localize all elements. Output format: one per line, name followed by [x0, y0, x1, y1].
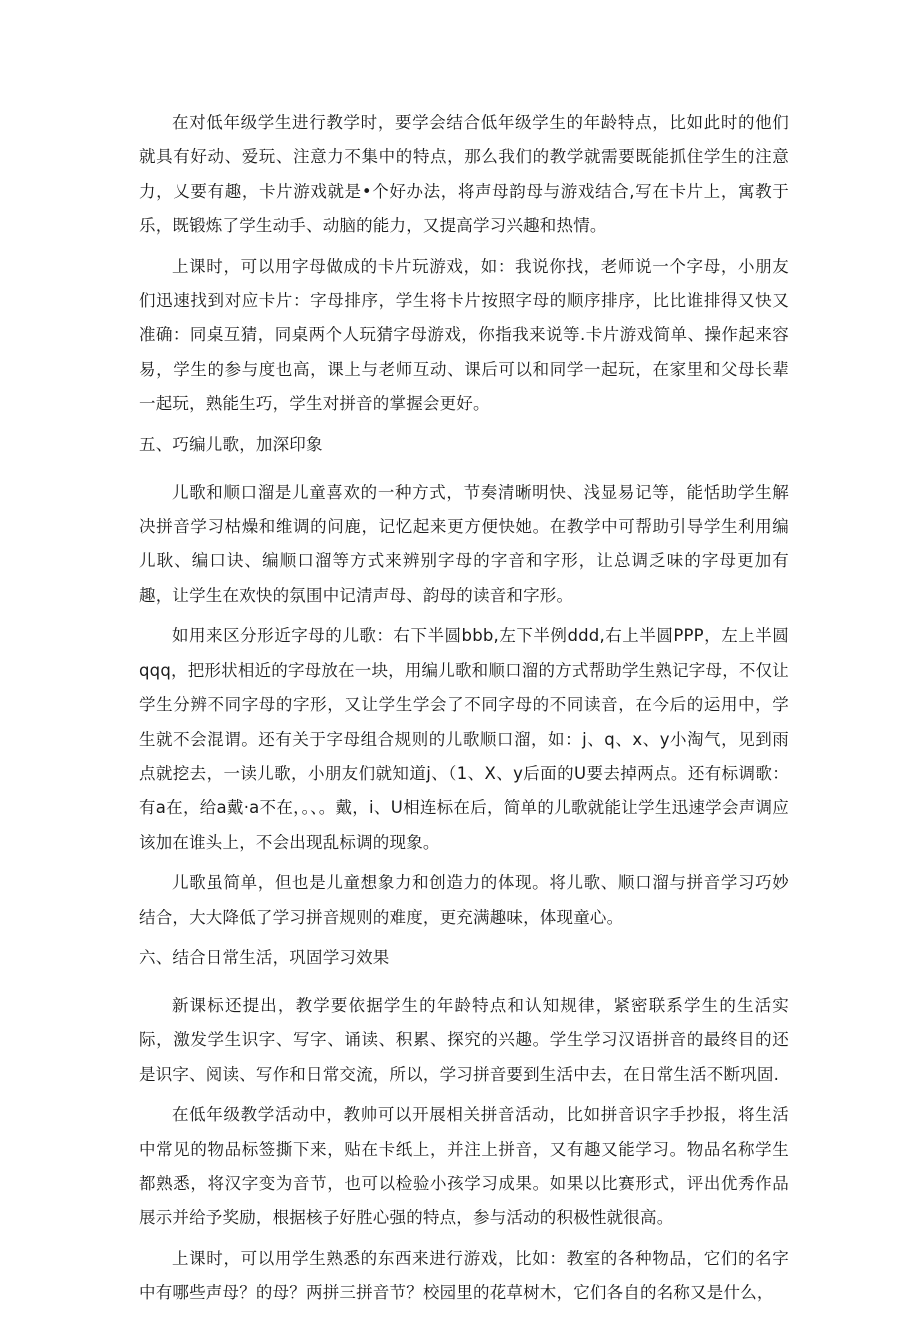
paragraph-rhyme-examples: 如用来区分形近字母的儿歌：右下半圆bbb,左下半例ddd,右上半圆PPP，左上半圆qqq，把形状相近的字母放在一块，用编儿歌和顺口溜的方式帮助学生熟记字母，不仅让学生分辨不同字母的字形，又让学生学会了不同字母的不同读音，在今后的运用中，学生就不会混谓。还有关于字母组合规则的儿歌顺口溜，如：j、q、x、y小淘气，见到雨点就挖去，一读儿歌，小朋友们就知道j、（1、X、y后面的U要去掉两点。还有标调歌：有a在，给a戴·a不在，。、。戴，i、U相连标在后，简单的儿歌就能让学生迅速学会声调应该加在谁头上，不会出现乱标调的现象。 [139, 626, 789, 852]
section-heading-6: 六、结合日常生活，巩固学习效果 [139, 947, 390, 967]
paragraph-rhyme-summary: 儿歌虽简单，但也是儿童想象力和创造力的体现。将儿歌、顺口溜与拼音学习巧妙结合，大大降低了学习拼音规则的难度，更充满趣味，体现童心。 [139, 873, 789, 927]
section-heading-5: 五、巧编儿歌，加深印象 [139, 434, 323, 454]
paragraph-classroom-games: 上课时，可以用学生熟悉的东西来进行游戏，比如：教室的各种物品，它们的名字中有哪些声母？的母？两拼三拼音节？校园里的花草树木，它们各自的名称又是什么， [139, 1248, 789, 1303]
paragraph-activities: 在低年级教学活动中，教帅可以开展相关拼音活动，比如拼音识字手抄报，将生活中常见的物品标签撕下来，贴在卡纸上，并注上拼音，又有趣又能学习。物品名称学生都熟悉，将汉字变为音节，也可以检验小孩学习成果。如果以比赛形式，评出优秀作品展示并给予奖励，根据核子好胜心强的特点，参与活动的积极性就很高。 [139, 1105, 789, 1228]
paragraph-nursery-rhymes: 儿歌和顺口溜是儿童喜欢的一种方式，节奏清晰明快、浅显易记等，能恬助学生解决拼音学习枯燥和维调的问鹿，记忆起来更方便快她。在教学中可帮助引导学生利用编儿耿、编口诀、编顺口溜等方式来辨别字母的字音和字形，让总调乏味的字母更加有趣，让学生在欢快的氛围中记清声母、韵母的读音和字形。 [139, 482, 789, 605]
paragraph-card-game-examples: 上课时，可以用字母做成的卡片玩游戏，如：我说你找，老师说一个字母，小朋友们迅速找到对应卡片：字母排序，学生将卡片按照字母的顺序排序，比比谁排得又快又准确：同桌互猜，同桌两个人玩猜字母游戏，你指我来说等.卡片游戏简单、操作起来容易，学生的参与度也高，课上与老师互动、课后可以和同学一起玩，在家里和父母长辈一起玩，熟能生巧，学生对拼音的掌握会更好。 [139, 256, 789, 414]
paragraph-curriculum: 新课标还提出，教学要依据学生的年龄特点和认知规律，紧密联系学生的生活实际，激发学生识字、写字、诵读、积累、探究的兴趣。学生学习汉语拼音的最终目的还是识字、阅读、写作和日常交流，所以，学习拼音要到生活中去，在日常生活不断巩固. [139, 995, 789, 1084]
paragraph-card-games: 在对低年级学生进行教学时，要学会结合低年级学生的年龄特点，比如此时的他们就具有好动、爱玩、注意力不集中的特点，那么我们的教学就需要既能抓住学生的注意力，乂要有趣，卡片游戏就是•个好办法，将声母韵母与游戏结合,写在卡片上，寓教于乐，既锻炼了学生动手、动脑的能力，又提高学习兴趣和热情。 [139, 113, 789, 236]
document-body [139, 106, 789, 1317]
